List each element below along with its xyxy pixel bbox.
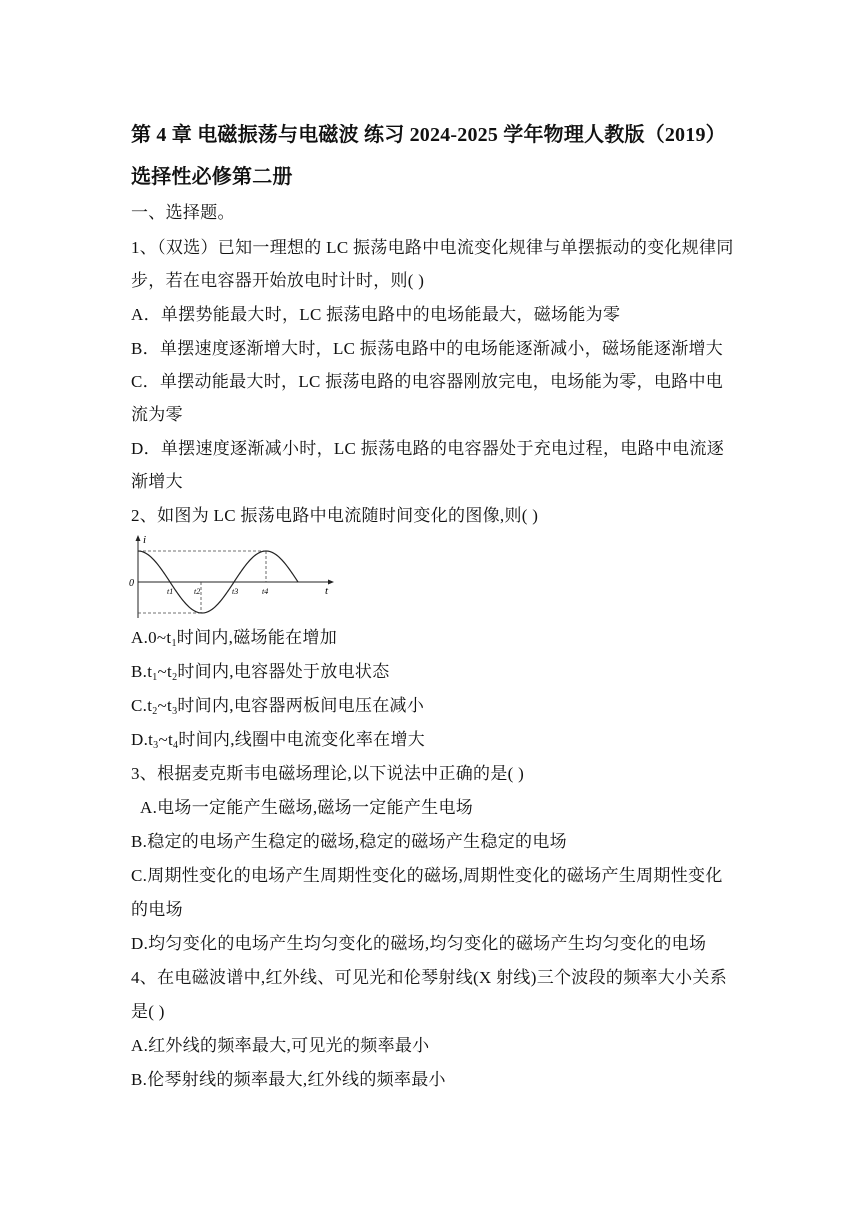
q1-stem-line-2: 步，若在电容器开始放电时计时，则( ) (131, 271, 425, 290)
q4-option-a: A.红外线的频率最大,可见光的频率最小 (131, 1036, 430, 1055)
q3-option-b: B.稳定的电场产生稳定的磁场,稳定的磁场产生稳定的电场 (131, 832, 567, 851)
current-time-graph (126, 532, 336, 624)
i-axis-arrow (136, 535, 141, 541)
tick-label-t2: t2 (194, 587, 201, 596)
q4-stem-line-1: 4、在电磁波谱中,红外线、可见光和伦琴射线(X 射线)三个波段的频率大小关系 (131, 968, 727, 987)
q1-stem-line-1: 1、（双选）已知一理想的 LC 振荡电路中电流变化规律与单摆振动的变化规律同 (131, 238, 734, 257)
q4-stem-line-2: 是( ) (131, 1002, 165, 1021)
section-heading: 一、选择题。 (131, 203, 235, 222)
tick-label-t1: t1 (167, 587, 174, 596)
q1-option-a: A．单摆势能最大时，LC 振荡电路中的电场能最大，磁场能为零 (131, 305, 621, 324)
tick-label-t4: t4 (262, 587, 269, 596)
q4-option-b: B.伦琴射线的频率最大,红外线的频率最小 (131, 1070, 446, 1089)
q1-option-d-line-1: D．单摆速度逐渐减小时，LC 振荡电路的电容器处于充电过程，电路中电流逐 (131, 439, 725, 458)
q2-option-a: $A.0\sim t_1$时间内,磁场能在增加 (131, 628, 338, 649)
q1-option-c-line-2: 流为零 (131, 405, 183, 424)
x-axis-label: t (325, 585, 329, 597)
q3-stem: 3、根据麦克斯韦电磁场理论,以下说法中正确的是( ) (131, 764, 525, 783)
q1-option-b: B．单摆速度逐渐增大时，LC 振荡电路中的电场能逐渐减小，磁场能逐渐增大 (131, 339, 724, 358)
t-axis-arrow (328, 580, 334, 585)
y-axis-label: i (143, 534, 147, 546)
origin-label: 0 (129, 578, 134, 589)
document-title-line-2: 选择性必修第二册 (131, 166, 293, 188)
tick-label-t3: t3 (232, 587, 239, 596)
q1-option-c-line-1: C．单摆动能最大时，LC 振荡电路的电容器刚放完电，电场能为零，电路中电 (131, 372, 724, 391)
q3-option-a: A.电场一定能产生磁场,磁场一定能产生电场 (140, 798, 474, 817)
q3-option-c-line-1: C.周期性变化的电场产生周期性变化的磁场,周期性变化的磁场产生周期性变化 (131, 866, 723, 885)
q2-option-b: $B.t_1\sim t_2$时间内,电容器处于放电状态 (131, 662, 390, 683)
document-title-line-1: 第 4 章 电磁振荡与电磁波 练习 2024-2025 学年物理人教版（2019） (131, 124, 726, 146)
q2-option-c: $C.t_2\sim t_3$时间内,电容器两板间电压在减小 (131, 696, 425, 717)
q2-stem: 2、如图为 LC 振荡电路中电流随时间变化的图像,则( ) (131, 506, 539, 525)
q2-option-d: $D.t_3\sim t_4$时间内,线圈中电流变化率在增大 (131, 730, 426, 751)
q1-option-d-line-2: 渐增大 (131, 472, 183, 491)
q3-option-c-line-2: 的电场 (131, 900, 183, 919)
q3-option-d: D.均匀变化的电场产生均匀变化的磁场,均匀变化的磁场产生均匀变化的电场 (131, 934, 707, 953)
